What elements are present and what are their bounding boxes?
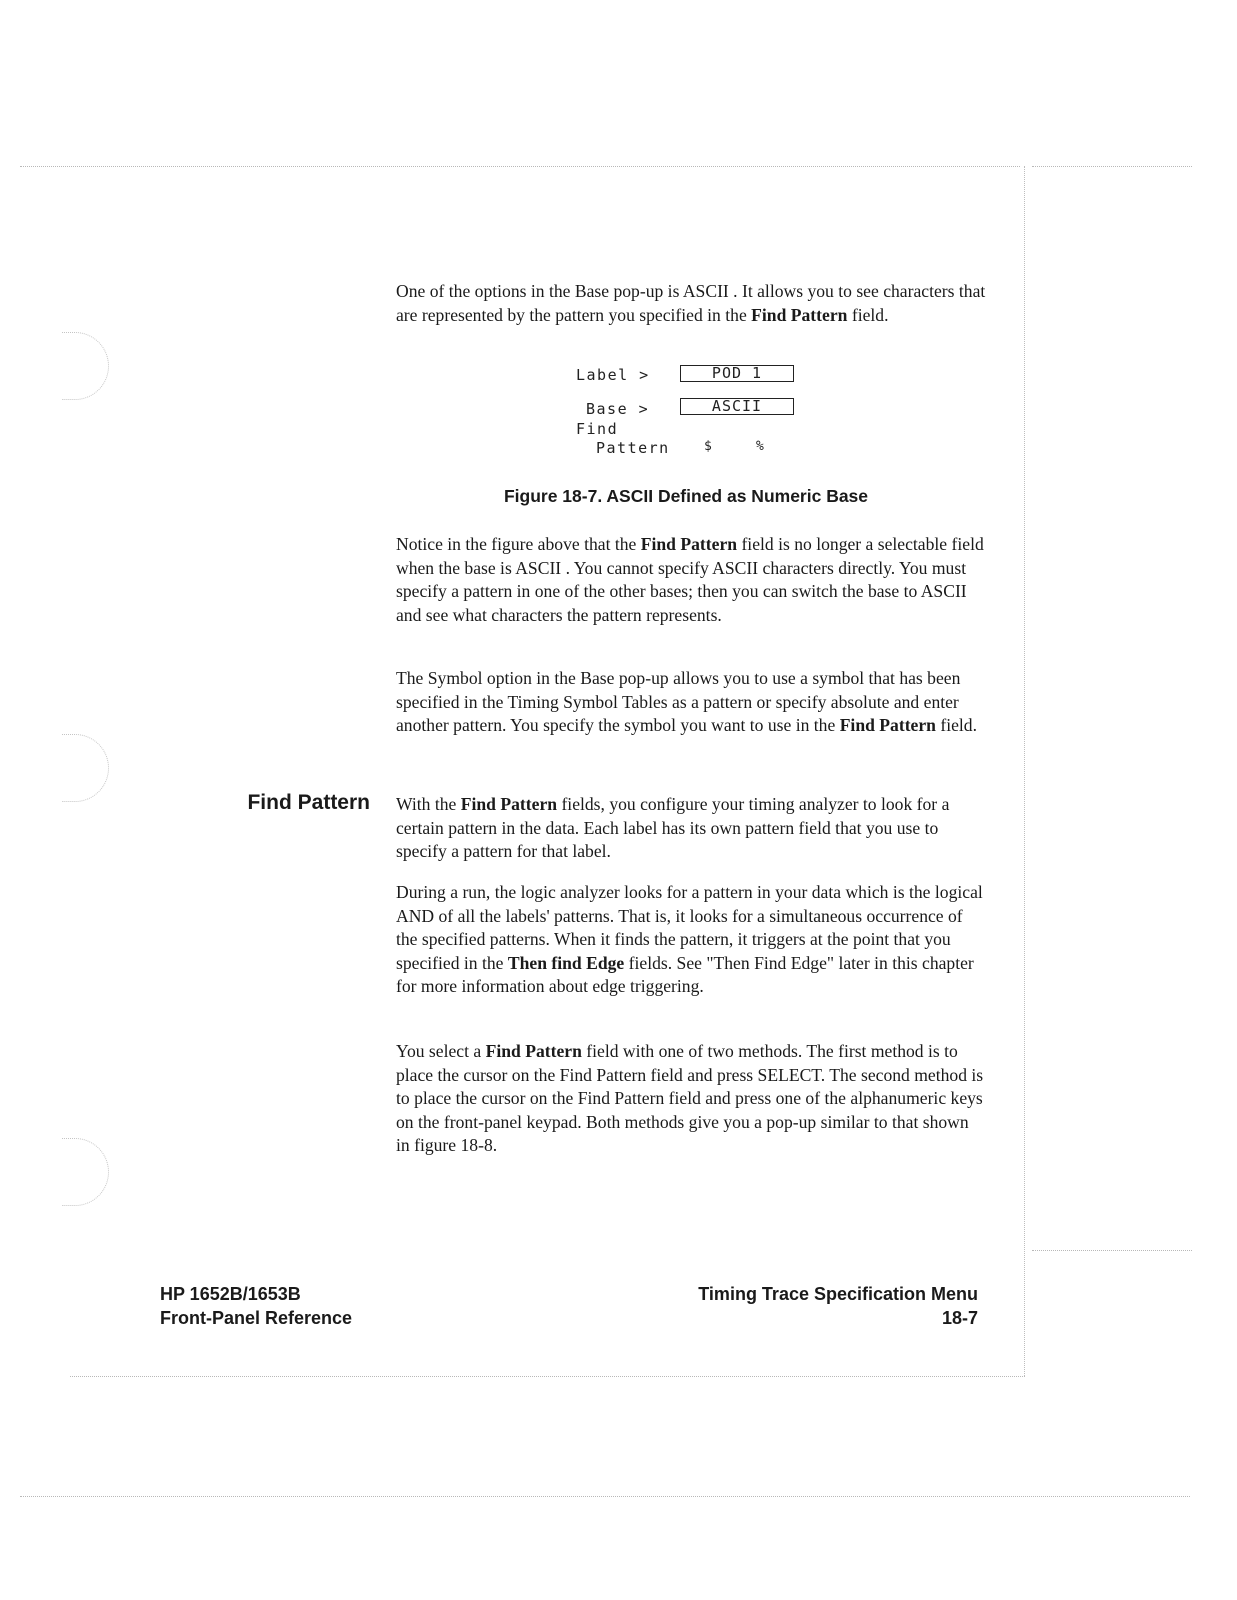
paragraph-text: With the	[396, 794, 461, 814]
right-page-edge	[1024, 166, 1025, 1376]
bold-term: Find Pattern	[751, 304, 848, 325]
body-paragraph-3	[396, 667, 986, 738]
paragraph-text: field.	[847, 304, 889, 325]
paragraph-text: fields. See "Then Find Edge" later in this chapter for more information about edge triggering.	[396, 952, 974, 997]
paragraph-text: One of the options in the Base pop-up is ASCII . It allows you to see characters that are represented by the pattern you specified in the	[396, 281, 986, 325]
paragraph-text: The Symbol option in the Base pop-up allows you to use a symbol that has been specified in the Timing Symbol Tables as a pattern or specify absolute and enter another pattern. You specify the symbol you want to use in the	[396, 668, 961, 736]
figure-label-field: POD 1	[680, 365, 794, 382]
figure-pattern-char-1: $	[704, 439, 714, 454]
bottom-crop-line	[70, 1376, 1025, 1377]
body-paragraph-1	[396, 280, 986, 327]
bold-term: Find Pattern	[485, 1041, 582, 1061]
footer-product-name: HP 1652B/1653B	[160, 1284, 301, 1304]
footer-chapter-title: Timing Trace Specification Menu	[698, 1284, 978, 1304]
top-crop-line-right	[1032, 166, 1192, 167]
footer-manual-name: Front-Panel Reference	[160, 1308, 353, 1328]
paragraph-text: field is no longer a selectable field when the base is ASCII . You cannot specify ASCII characters directly. You must specify a pattern in one of the other bases; then you can switch the base to ASCII and see what characters the pattern represents.	[396, 534, 984, 625]
bold-term: Find Pattern	[839, 715, 936, 736]
bold-term: Find Pattern	[640, 534, 738, 554]
footer-page-number: 18-7	[941, 1308, 978, 1328]
section-heading-find-pattern: Find Pattern	[247, 791, 370, 814]
figure-pattern-text: Pattern	[596, 439, 670, 457]
figure-label-text: Label >	[576, 366, 650, 384]
paragraph-text: During a run, the logic analyzer looks for a pattern in your data which is the logical AND of all the labels' patterns. That is, it looks for a simultaneous occurrence of the specified patterns. When it finds the pattern, it triggers at the point that you specified in the	[396, 882, 983, 973]
figure-pattern-char-2: %	[756, 439, 766, 454]
figure-base-text: Base >	[586, 400, 650, 418]
footer-right	[620, 1282, 978, 1330]
body-paragraph-6	[396, 1040, 986, 1158]
page-bottom-line	[20, 1496, 1190, 1497]
punch-hole-middle	[62, 734, 109, 802]
paragraph-text: Notice in the figure above that the	[396, 534, 641, 554]
body-paragraph-2	[396, 533, 986, 627]
paragraph-text: fields, you configure your timing analyzer to look for a certain pattern in the data. Each label has its own pattern field that you use to specify a pattern for that label.	[396, 794, 950, 862]
paragraph-text: You select a	[396, 1041, 486, 1061]
figure-find-text: Find	[576, 420, 619, 438]
bold-term: Find Pattern	[460, 794, 558, 814]
ascii-base-figure	[576, 366, 836, 466]
punch-hole-bottom	[62, 1138, 109, 1206]
paragraph-text: field.	[935, 715, 978, 736]
paragraph-text: field with one of two methods. The first method is to place the cursor on the Find Pattern field and press SELECT. The second method is to place the cursor on the Find Pattern field and press one of the alphanumeric keys on the front-panel keypad. Both methods give you a pop-up similar to that shown in figure 18-8.	[396, 1041, 984, 1156]
punch-hole-top	[62, 332, 109, 400]
footer-left	[160, 1282, 352, 1330]
body-paragraph-4	[396, 793, 986, 864]
figure-caption: Figure 18-7. ASCII Defined as Numeric Base	[503, 486, 869, 506]
top-crop-line	[20, 166, 1020, 167]
figure-base-field: ASCII	[680, 398, 794, 415]
bold-term: Then find Edge	[507, 952, 625, 973]
body-paragraph-5	[396, 881, 986, 999]
right-crop-line-mid	[1032, 1250, 1192, 1251]
